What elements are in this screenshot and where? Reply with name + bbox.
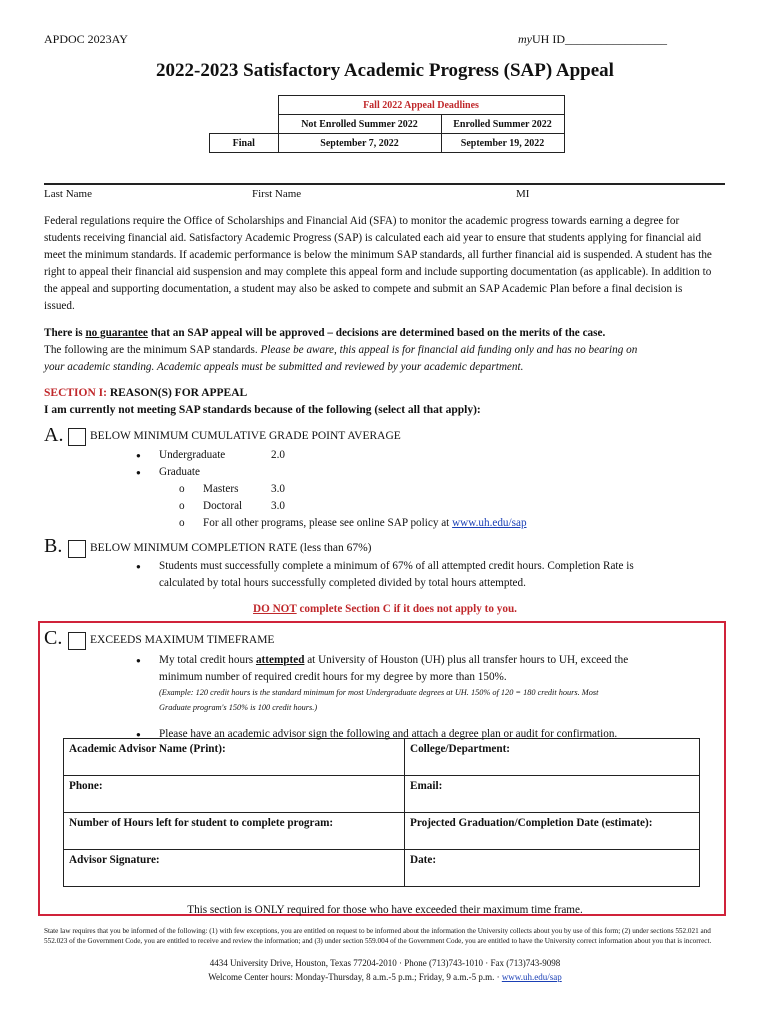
myuh-id-label: UH ID_________________ [532, 32, 667, 46]
doctoral-gpa: 3.0 [271, 500, 285, 512]
footer-address: 4434 University Drive, Houston, Texas 77204-2010 · Phone (713)743-1010 · Fax (713)743-9098 [209, 958, 561, 968]
myuh-id-field[interactable] [518, 32, 667, 47]
section-a-letter: A. [44, 424, 64, 446]
name-entry-line[interactable] [44, 183, 725, 185]
last-name-label: Last Name [44, 188, 92, 200]
deadline-date-enrolled: September 19, 2022 [441, 134, 564, 153]
intro-paragraph: Federal regulations require the Office of Scholarships and Financial Aid (SFA) to monitor the academic progress towards earning a degree for students receiving financial aid. Satisfactory Academic Progress (SAP) is calculated each aid year to ensure that students applying for financial aid meet the minimum standards. If academic performance is below the minimum SAP standards, all further financial aid is suspended. A student has the right to appeal their financial aid suspension and may complete this appeal form and include supporting documentation (as applicable). In addition to the appeal and supporting documentation, a student may also be asked to compete and submit an SAP Academic Plan before a final decision is issued. [44, 215, 712, 312]
graduate-label: Graduate [159, 466, 200, 478]
completion-rate-line2: calculated by total hours successfully completed divided by total hours attempted. [159, 577, 526, 589]
deadline-date-not-enrolled: September 7, 2022 [278, 134, 441, 153]
college-field[interactable]: College/Department: [405, 739, 700, 776]
section-c-footnote: This section is ONLY required for those who have exceeded their maximum time frame. [187, 904, 583, 916]
example-line1: (Example: 120 credit hours is the standard minimum for most Undergraduate degrees at UH. 150% of 120 = 180 credit hours. Most [159, 688, 599, 697]
section-c-warning: DO NOT complete Section C if it does not apply to you. [253, 603, 517, 615]
guarantee-statement: There is no guarantee that an SAP appeal will be approved – decisions are determined based on the merits of the case. [44, 327, 606, 339]
deadline-col-enrolled: Enrolled Summer 2022 [441, 115, 564, 134]
section-b-checkbox[interactable] [68, 540, 86, 558]
sub-bullet: o [179, 483, 185, 495]
deadlines-caption: Fall 2022 Appeal Deadlines [278, 96, 564, 115]
phone-field[interactable]: Phone: [64, 776, 405, 813]
max-timeframe-line1: My total credit hours attempted at University of Houston (UH) plus all transfer hours to UH, exceed the [159, 654, 629, 666]
section-b-title: BELOW MINIMUM COMPLETION RATE (less than 67%) [90, 542, 372, 554]
section-a-checkbox[interactable] [68, 428, 86, 446]
doctoral-label: Doctoral [203, 500, 243, 512]
advisor-instruction: Please have an academic advisor sign the following and attach a degree plan or audit for confirmation. [159, 728, 618, 740]
masters-label: Masters [203, 483, 239, 495]
section-c-title: EXCEEDS MAXIMUM TIMEFRAME [90, 634, 275, 646]
section-b-letter: B. [44, 535, 63, 557]
deadline-row-final: Final [210, 134, 279, 153]
completion-rate-line1: Students must successfully complete a minimum of 67% of all attempted credit hours. Completion Rate is [159, 560, 634, 572]
myuh-prefix: my [518, 32, 532, 46]
section-a-title: BELOW MINIMUM CUMULATIVE GRADE POINT AVERAGE [90, 430, 401, 442]
page-title: 2022-2023 Satisfactory Academic Progress (SAP) Appeal [156, 60, 614, 81]
deadlines-table [209, 95, 565, 153]
hours-left-field[interactable]: Number of Hours left for student to complete program: [64, 813, 405, 850]
sap-standards-note-cont: your academic standing. Academic appeals must be submitted and reviewed by your academic department. [44, 361, 524, 373]
date-field[interactable]: Date: [405, 850, 700, 887]
email-field[interactable]: Email: [405, 776, 700, 813]
max-timeframe-line2: minimum number of required credit hours for my degree by more than 150%. [159, 671, 507, 683]
undergrad-gpa: 2.0 [271, 449, 285, 461]
example-line2: Graduate program's 150% is 100 credit hours.) [159, 703, 318, 712]
section1-heading: SECTION I: REASON(S) FOR APPEAL [44, 387, 248, 399]
section-c-letter: C. [44, 627, 63, 649]
advisor-table [63, 738, 700, 887]
footer-sap-link[interactable]: www.uh.edu/sap [501, 972, 562, 982]
graduation-date-field[interactable]: Projected Graduation/Completion Date (estimate): [405, 813, 700, 850]
other-programs-note: For all other programs, please see online SAP policy at www.uh.edu/sap [203, 517, 527, 529]
first-name-label: First Name [252, 188, 302, 200]
state-law-notice: State law requires that you be informed of the following: (1) with few exceptions, you are entitled on request to be informed about the information the University collects about you by use of this form; (2) under sections 552.021 and 552.023 of the Government Code, you are entitled to receive and review the information; and (3) under section 559.004 of the Government Code, you are entitled to have the University correct information about you that is incorrect. [44, 927, 712, 945]
form-code: APDOC 2023AY [44, 32, 128, 46]
masters-gpa: 3.0 [271, 483, 285, 495]
mi-label: MI [516, 188, 530, 200]
undergrad-label: Undergraduate [159, 449, 226, 461]
deadline-col-not-enrolled: Not Enrolled Summer 2022 [278, 115, 441, 134]
sap-standards-note: The following are the minimum SAP standards. Please be aware, this appeal is for financial aid funding only and has no bearing on [44, 344, 638, 356]
sub-bullet: o [179, 500, 185, 512]
sub-bullet: o [179, 517, 185, 529]
sap-policy-link[interactable]: www.uh.edu/sap [452, 517, 527, 529]
advisor-signature-field[interactable]: Advisor Signature: [64, 850, 405, 887]
section-c-checkbox[interactable] [68, 632, 86, 650]
section1-subtitle: I am currently not meeting SAP standards because of the following (select all that apply): [44, 404, 481, 416]
advisor-name-field[interactable]: Academic Advisor Name (Print): [64, 739, 405, 776]
footer-hours: Welcome Center hours: Monday-Thursday, 8 a.m.-5 p.m.; Friday, 9 a.m.-5 p.m. · www.uh.edu/sap [208, 972, 562, 982]
